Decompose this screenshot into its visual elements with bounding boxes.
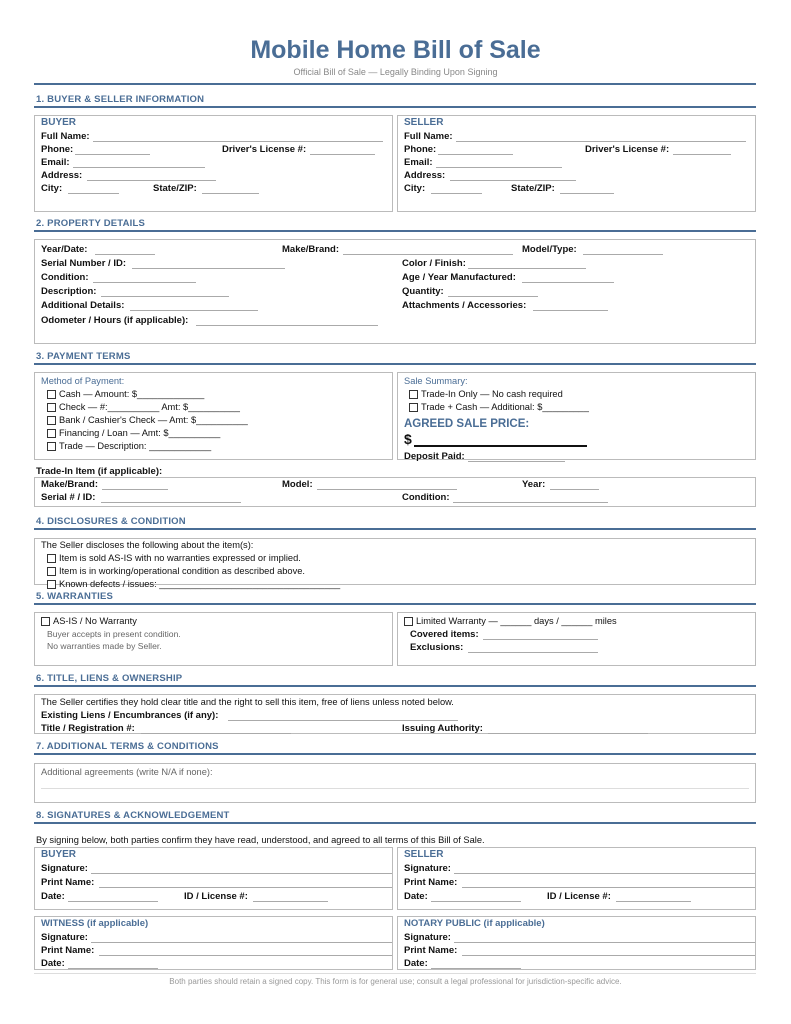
buyer-phone-label: Phone: (41, 144, 74, 155)
document-title: Mobile Home Bill of Sale (250, 36, 541, 64)
year-date-label: Year/Date: (41, 244, 88, 255)
trade-serial-label: Serial # / ID: (41, 492, 96, 503)
section-rule (34, 753, 756, 755)
document-subtitle: Official Bill of Sale — Legally Binding Upon Signing (293, 67, 498, 77)
section-rule (34, 528, 756, 530)
buyer-license-field[interactable] (310, 154, 375, 155)
notary-print-name-field[interactable] (462, 955, 755, 956)
notary-signature-label: Signature: (404, 932, 451, 943)
quantity-field[interactable] (448, 296, 538, 297)
as-is-note-2: No warranties made by Seller. (47, 641, 162, 651)
buyer-print-name-label: Print Name: (41, 877, 95, 888)
buyer-phone-field[interactable] (75, 154, 150, 155)
as-is-warranty-checkbox[interactable] (41, 617, 50, 626)
dollar-sign: $ (404, 431, 412, 447)
liens-field[interactable] (228, 720, 458, 721)
cash-checkbox[interactable] (47, 390, 56, 399)
seller-license-label: Driver's License #: (585, 144, 670, 155)
check-option: Check — #:__________ Amt: $__________ (59, 402, 240, 412)
working-condition-checkbox[interactable] (47, 567, 56, 576)
agreed-price-label: AGREED SALE PRICE: (404, 418, 530, 430)
quantity-label: Quantity: (402, 286, 444, 297)
known-defects-checkbox[interactable] (47, 580, 56, 589)
bank-check-option: Bank / Cashier's Check — Amt: $__________ (59, 415, 248, 425)
section-heading-signatures: 8. SIGNATURES & ACKNOWLEDGEMENT (36, 810, 230, 821)
seller-city-field[interactable] (431, 193, 482, 194)
trade-plus-cash-option: Trade + Cash — Additional: $_________ (421, 402, 589, 412)
seller-info-box (397, 115, 756, 212)
issuing-authority-label: Issuing Authority: (402, 723, 483, 734)
covered-items-label: Covered items: (410, 629, 479, 640)
condition-label: Condition: (41, 272, 89, 283)
buyer-city-field[interactable] (68, 193, 119, 194)
buyer-signature-field[interactable] (91, 873, 392, 874)
trade-in-only-option: Trade-In Only — No cash required (421, 389, 563, 399)
trade-in-heading: Trade-In Item (if applicable): (36, 466, 163, 477)
as-is-disclosure-checkbox[interactable] (47, 554, 56, 563)
description-label: Description: (41, 286, 97, 297)
buyer-signature-heading: BUYER (41, 849, 77, 860)
buyer-state-zip-label: State/ZIP: (153, 183, 197, 194)
limited-warranty-option: Limited Warranty — ______ days / ______ miles (416, 616, 617, 626)
odometer-field[interactable] (196, 325, 378, 326)
buyer-email-field[interactable] (73, 167, 205, 168)
buyer-id-field[interactable] (253, 901, 328, 902)
section-heading-payment: 3. PAYMENT TERMS (36, 351, 131, 362)
color-finish-label: Color / Finish: (402, 258, 466, 269)
buyer-date-field[interactable] (68, 901, 158, 902)
witness-date-field[interactable] (68, 968, 158, 969)
seller-email-label: Email: (404, 157, 433, 168)
model-type-field[interactable] (583, 254, 663, 255)
notary-heading: NOTARY PUBLIC (if applicable) (404, 918, 545, 929)
seller-phone-field[interactable] (438, 154, 513, 155)
year-date-field[interactable] (95, 254, 155, 255)
notary-date-field[interactable] (431, 968, 521, 969)
attachments-label: Attachments / Accessories: (402, 300, 527, 311)
additional-terms-field[interactable] (41, 788, 749, 789)
trade-plus-cash-checkbox[interactable] (409, 403, 418, 412)
witness-print-name-label: Print Name: (41, 945, 95, 956)
witness-date-label: Date: (41, 958, 65, 969)
notary-print-name-label: Print Name: (404, 945, 458, 956)
buyer-signature-label: Signature: (41, 863, 88, 874)
trade-in-only-checkbox[interactable] (409, 390, 418, 399)
seller-full-name-field[interactable] (456, 141, 746, 142)
section-heading-property: 2. PROPERTY DETAILS (36, 218, 146, 229)
covered-items-field[interactable] (483, 639, 598, 640)
title-registration-field[interactable] (141, 733, 291, 734)
payment-method-heading: Method of Payment: (41, 376, 125, 386)
condition-field[interactable] (93, 282, 196, 283)
header-rule (34, 83, 756, 85)
witness-signature-field[interactable] (91, 942, 392, 943)
trade-model-field[interactable] (317, 489, 457, 490)
limited-warranty-checkbox[interactable] (404, 617, 413, 626)
sale-summary-heading: Sale Summary: (404, 376, 468, 386)
witness-heading: WITNESS (if applicable) (41, 918, 149, 929)
cash-option: Cash — Amount: $_____________ (59, 389, 205, 399)
trade-year-field[interactable] (550, 489, 599, 490)
title-registration-label: Title / Registration #: (41, 723, 135, 734)
buyer-city-label: City: (41, 183, 63, 194)
trade-condition-label: Condition: (402, 492, 450, 503)
seller-phone-label: Phone: (404, 144, 437, 155)
section-heading-additional-terms: 7. ADDITIONAL TERMS & CONDITIONS (36, 741, 219, 752)
agreed-price-field[interactable] (414, 445, 587, 447)
seller-email-field[interactable] (436, 167, 562, 168)
notary-signature-field[interactable] (454, 942, 755, 943)
witness-print-name-field[interactable] (99, 955, 392, 956)
trade-model-label: Model: (282, 479, 313, 490)
section-heading-disclosures: 4. DISCLOSURES & CONDITION (36, 516, 186, 527)
seller-signature-field[interactable] (454, 873, 755, 874)
seller-signature-label: Signature: (404, 863, 451, 874)
seller-state-zip-field[interactable] (560, 193, 614, 194)
buyer-state-zip-field[interactable] (202, 193, 259, 194)
known-defects-disclosure: Known defects / issues: ___________________________________ (59, 579, 341, 589)
seller-address-label: Address: (404, 170, 446, 181)
liens-label: Existing Liens / Encumbrances (if any): (41, 710, 219, 721)
bank-check-checkbox[interactable] (47, 416, 56, 425)
witness-signature-label: Signature: (41, 932, 88, 943)
additional-details-field[interactable] (130, 310, 258, 311)
age-year-label: Age / Year Manufactured: (402, 272, 516, 283)
disclosures-intro: The Seller discloses the following about the item(s): (41, 540, 254, 550)
trade-checkbox[interactable] (47, 442, 56, 451)
check-checkbox[interactable] (47, 403, 56, 412)
deposit-field[interactable] (468, 461, 565, 462)
financing-checkbox[interactable] (47, 429, 56, 438)
buyer-full-name-label: Full Name: (41, 131, 90, 142)
footer-note: Both parties should retain a signed copy. This form is for general use; consult a legal professional for jurisdiction-specific advice. (169, 977, 622, 986)
exclusions-field[interactable] (468, 652, 598, 653)
section-rule (34, 363, 756, 365)
section-heading-buyer-seller: 1. BUYER & SELLER INFORMATION (36, 94, 205, 105)
seller-id-field[interactable] (616, 901, 691, 902)
serial-number-label: Serial Number / ID: (41, 258, 126, 269)
seller-print-name-label: Print Name: (404, 877, 458, 888)
color-finish-field[interactable] (468, 268, 586, 269)
buyer-info-box (34, 115, 393, 212)
notary-date-label: Date: (404, 958, 428, 969)
issuing-authority-field[interactable] (488, 733, 648, 734)
age-year-field[interactable] (522, 282, 614, 283)
section-rule (34, 822, 756, 824)
attachments-field[interactable] (533, 310, 608, 311)
seller-date-label: Date: (404, 891, 428, 902)
section-heading-title-liens: 6. TITLE, LIENS & OWNERSHIP (36, 673, 183, 684)
trade-condition-field[interactable] (453, 502, 608, 503)
model-type-label: Model/Type: (522, 244, 577, 255)
odometer-label: Odometer / Hours (if applicable): (41, 315, 189, 326)
buyer-address-field[interactable] (87, 180, 216, 181)
serial-number-field[interactable] (132, 268, 285, 269)
seller-heading: SELLER (404, 117, 444, 128)
as-is-disclosure: Item is sold AS-IS with no warranties expressed or implied. (59, 553, 301, 563)
buyer-id-label: ID / License #: (184, 891, 248, 902)
buyer-print-name-field[interactable] (99, 887, 392, 888)
as-is-note-1: Buyer accepts in present condition. (47, 629, 181, 639)
make-brand-field[interactable] (343, 254, 513, 255)
seller-signature-heading: SELLER (404, 849, 444, 860)
seller-address-field[interactable] (450, 180, 576, 181)
financing-option: Financing / Loan — Amt: $__________ (59, 428, 221, 438)
trade-year-label: Year: (522, 479, 546, 490)
buyer-address-label: Address: (41, 170, 83, 181)
seller-license-field[interactable] (673, 154, 731, 155)
seller-print-name-field[interactable] (462, 887, 755, 888)
seller-id-label: ID / License #: (547, 891, 611, 902)
additional-details-label: Additional Details: (41, 300, 125, 311)
make-brand-label: Make/Brand: (282, 244, 340, 255)
footer-divider (34, 973, 756, 974)
additional-terms-prompt: Additional agreements (write N/A if none): (41, 767, 213, 777)
section-rule (34, 603, 756, 605)
section-rule (34, 230, 756, 232)
exclusions-label: Exclusions: (410, 642, 464, 653)
buyer-email-label: Email: (41, 157, 70, 168)
deposit-label: Deposit Paid: (404, 451, 465, 462)
working-condition-disclosure: Item is in working/operational condition as described above. (59, 566, 305, 576)
buyer-license-label: Driver's License #: (222, 144, 307, 155)
buyer-heading: BUYER (41, 117, 77, 128)
seller-state-zip-label: State/ZIP: (511, 183, 555, 194)
seller-date-field[interactable] (431, 901, 521, 902)
trade-make-field[interactable] (102, 489, 168, 490)
trade-make-label: Make/Brand: (41, 479, 99, 490)
section-rule (34, 106, 756, 108)
description-field[interactable] (101, 296, 229, 297)
buyer-full-name-field[interactable] (93, 141, 383, 142)
trade-option: Trade — Description: ____________ (59, 441, 212, 451)
as-is-warranty-option: AS-IS / No Warranty (53, 616, 137, 626)
seller-full-name-label: Full Name: (404, 131, 453, 142)
seller-city-label: City: (404, 183, 426, 194)
trade-serial-field[interactable] (101, 502, 241, 503)
title-certification-text: The Seller certifies they hold clear title and the right to sell this item, free of liens unless noted below. (41, 697, 454, 707)
section-rule (34, 685, 756, 687)
buyer-date-label: Date: (41, 891, 65, 902)
section-heading-warranties: 5. WARRANTIES (36, 591, 114, 602)
signatures-intro: By signing below, both parties confirm they have read, understood, and agreed to all terms of this Bill of Sale. (36, 835, 485, 845)
